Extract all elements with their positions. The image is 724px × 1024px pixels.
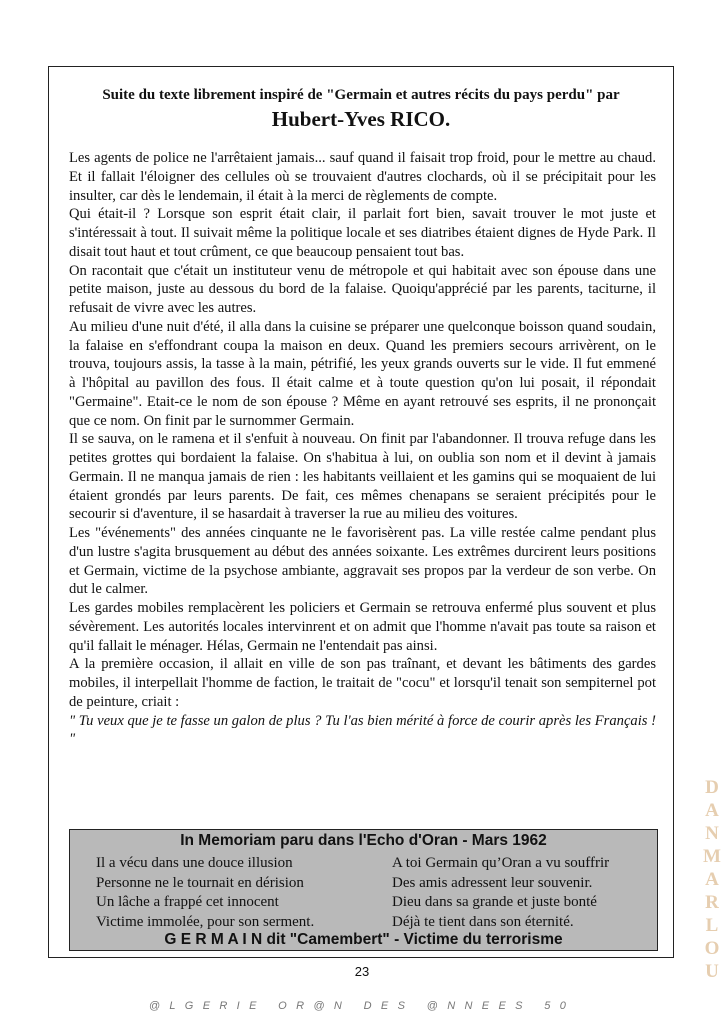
memorial-box — [69, 829, 658, 951]
paragraph: A la première occasion, il allait en ville de son pas traînant, et devant les bâtiments des gardes mobiles, il interpellait l'homme de faction, le traitait de "cocu" et lorsqu'il tenait son sempiternel pot de peinture, criait : — [69, 656, 656, 710]
page-number: 23 — [354, 964, 370, 979]
watermark-letter: L — [705, 915, 719, 936]
poem-line: Des amis adressent leur souvenir. — [392, 874, 593, 891]
memorial-footer: G E R M A I N dit "Camembert" - Victime du terrorisme — [164, 931, 563, 948]
paragraph: Les gardes mobiles remplacèrent les policiers et Germain se retrouva enfermé plus souvent et plus sévèrement. Les autorités locales intervinrent et on admit que l'homme n'avait pas toute sa raison et qu'il fallait le ménager. Hélas, Germain ne l'entendait pas ainsi. — [69, 600, 656, 654]
article-body — [69, 149, 656, 749]
vertical-watermark — [692, 776, 724, 1006]
poem-line: A toi Germain qu’Oran a vu souffrir — [392, 855, 610, 871]
paragraph: Au milieu d'une nuit d'été, il alla dans la cuisine se préparer une quelconque boisson quand soudain, la falaise en s'effondrant coupa la maison en deux. Quand les premiers secours arrivèrent, on le trouva, toujours assis, la tasse à la main, pétrifié, les yeux grands ouverts sur le vide. Il fut emmené à l'hôpital au pavillon des fous. Il était calme et à toute question qu'on lui posait, il répondait "Germaine". Etait-ce le nom de son épouse ? Même en ayant retrouvé ses esprits, il ne prononçait que ce nom. On finit par le surnommer Germain. — [69, 318, 656, 429]
memorial-left-column — [96, 854, 314, 932]
page-footer: @LGERIE OR@N DES @NNEES 50 — [148, 1000, 576, 1012]
poem-line: Personne ne le tournait en dérision — [96, 874, 304, 891]
poem-line: Déjà te tient dans son éternité. — [392, 913, 574, 930]
poem-line: Un lâche a frappé cet innocent — [96, 894, 279, 910]
paragraph: Les agents de police ne l'arrêtaient jamais... sauf quand il faisait trop froid, pour le mettre au chaud. Et il fallait l'éloigner des cellules où se trouvaient d'autres clochards, où il se précipitait pour les insulter, car dès le lendemain, il était à la merci de règlements de compte. — [69, 150, 656, 204]
paragraph: On racontait que c'était un instituteur venu de métropole et qui habitait avec son épouse dans une petite maison, juste au dessous du bord de la falaise. Quoiqu'apprécié par les parents, taciturne, il refusait de vivre avec les autres. — [69, 262, 656, 316]
author-name: Hubert-Yves RICO. — [271, 107, 451, 131]
watermark-letter: R — [705, 892, 719, 913]
watermark-letter: A — [705, 869, 719, 890]
watermark-letter: N — [705, 823, 719, 844]
poem-line: Il a vécu dans une douce illusion — [96, 855, 293, 871]
intro-line: Suite du texte librement inspiré de "Germain et autres récits du pays perdu" par — [102, 87, 620, 103]
memorial-right-column — [392, 854, 609, 932]
memorial-title: In Memoriam paru dans l'Echo d'Oran - Mars 1962 — [180, 832, 547, 849]
paragraph: Il se sauva, on le ramena et il s'enfuit à nouveau. On finit par l'abandonner. Il trouva refuge dans les petites grottes qui bordaient la falaise. On s'habitua à lui, on oublia son nom et il devint à jamais Germain. Il ne manqua jamais de rien : les habitants veillaient et les gamins qui se moquaient de lui étaient grondés par leurs parents. De fait, ces mêmes chenapans se seraient précipités pour le secourir si d'aventure, il se hasardait à traverser la rue au milieu des voitures. — [69, 431, 656, 523]
poem-line: Dieu dans sa grande et juste bonté — [392, 894, 597, 910]
poem-line: Victime immolée, pour son serment. — [96, 913, 315, 930]
watermark-letter: M — [703, 846, 721, 867]
content-frame — [48, 66, 674, 958]
paragraph: Qui était-il ? Lorsque son esprit était clair, il parlait fort bien, savait trouver le mot juste et s'intéressait à tout. Il suivait même la politique locale et ses diatribes étaient dignes de Hyde Park. Il disait tout haut et tout crûment, ce que beaucoup pensaient tout bas. — [69, 206, 656, 260]
watermark-letter: O — [704, 938, 720, 959]
paragraph: Les "événements" des années cinquante ne le favorisèrent pas. La ville restée calme pendant plus d'un lustre s'agita brusquement au début des années soixante. Les extrêmes durcirent leurs positions et Germain, victime de la psychose ambiante, aggravait ses propos par la verdeur de son verbe. On dut le calmer. — [69, 525, 656, 598]
watermark-letter: A — [705, 800, 719, 821]
watermark-letter: U — [705, 961, 719, 982]
quote: " Tu veux que je te fasse un galon de plus ? Tu l'as bien mérité à force de courir après les Français ! " — [69, 712, 656, 748]
watermark-letter: D — [705, 777, 719, 798]
